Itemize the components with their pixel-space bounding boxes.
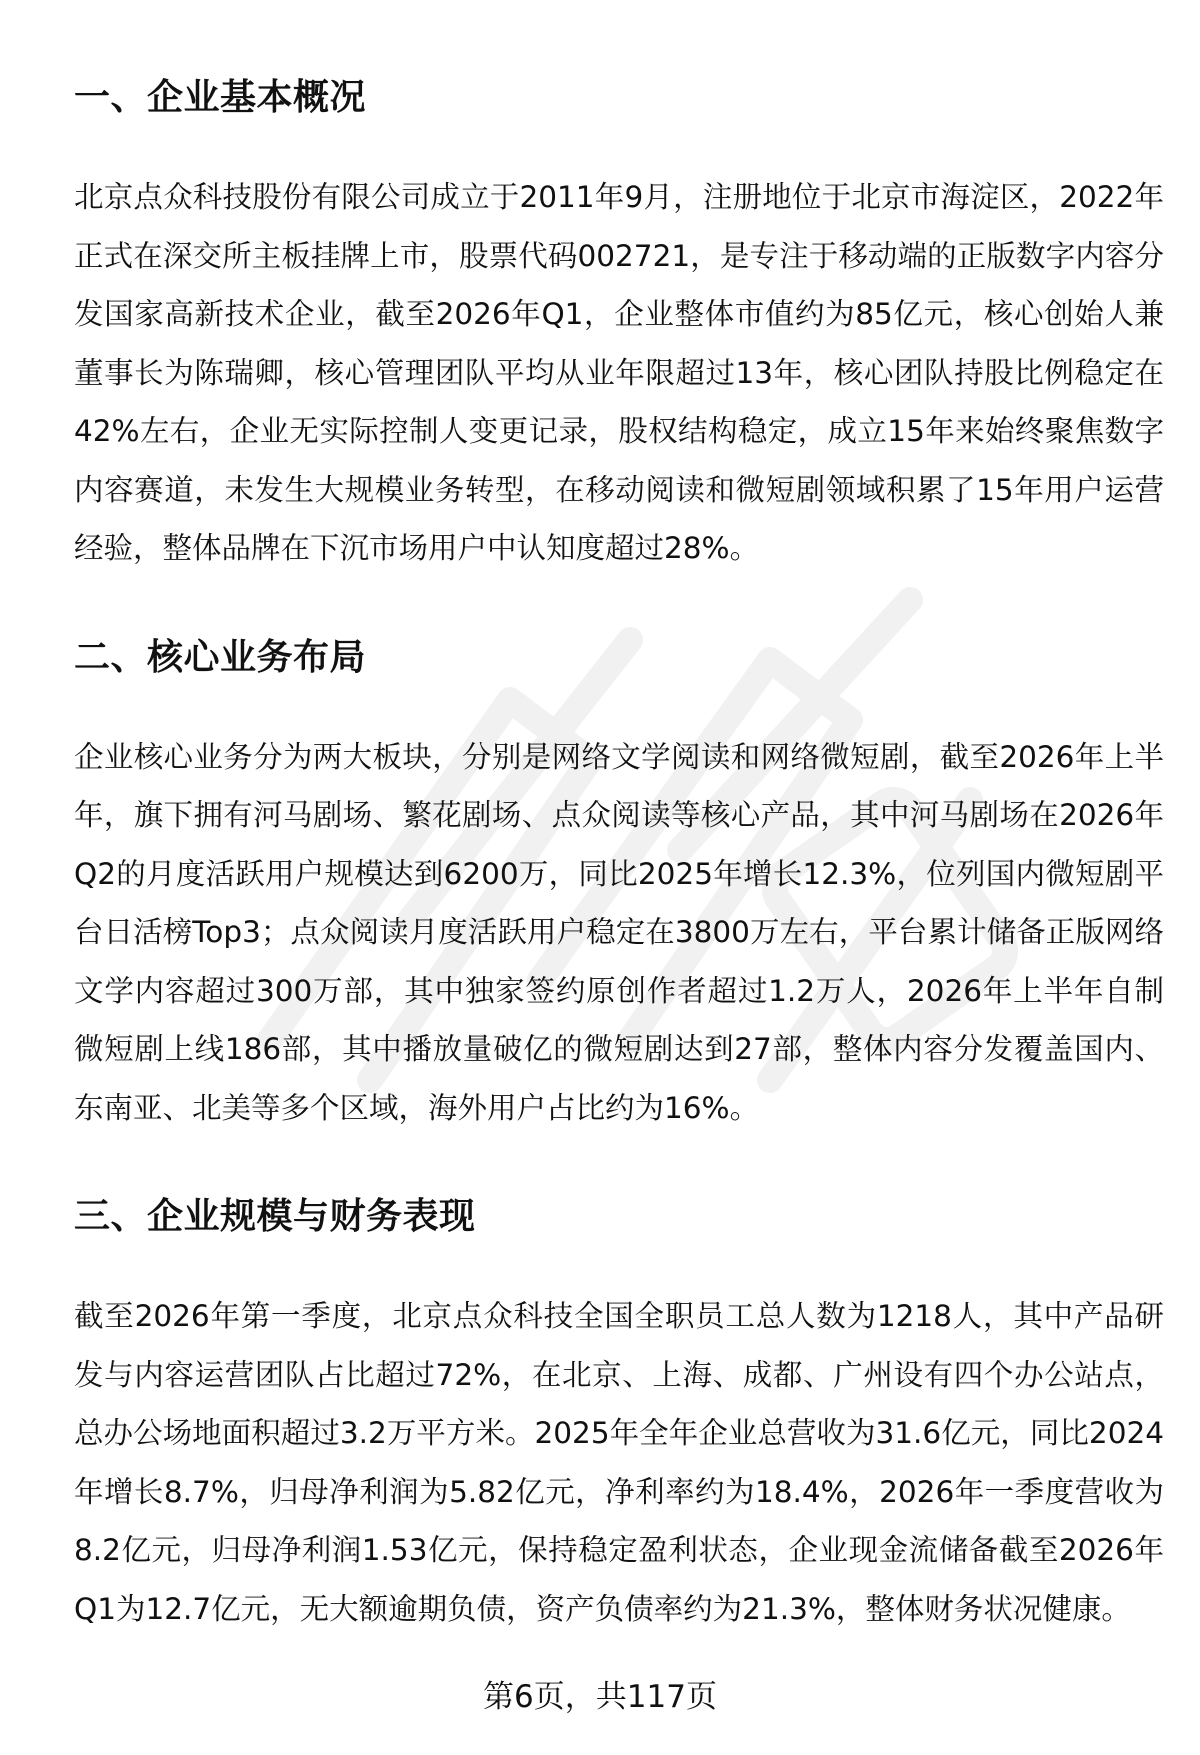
section-title: 一、企业基本概况 <box>74 77 367 118</box>
page-number: 第6页，共117页 <box>483 1679 717 1715</box>
section-paragraph: 企业核心业务分为两大板块，分别是网络文学阅读和网络微短剧，截至2026年上半年，旗下拥有河马剧场、繁花剧场、点众阅读等核心产品，其中河马剧场在2026年Q2的月度活跃用户规模达到6200万，同比2025年增长12.3%，位列国内微短剧平台日活榜Top3；点众阅读月度活跃用户稳定在3800万左右，平台累计储备正版网络文学内容超过300万部，其中独家签约原创作者超过1.2万人，2026年上半年自制微短剧上线186部，其中播放量破亿的微短剧达到27部，整体内容分发覆盖国内、东南亚、北美等多个区域，海外用户占比约为16%。 <box>74 739 1164 1125</box>
section-company-overview <box>74 62 1164 578</box>
section-title: 二、核心业务布局 <box>74 636 367 678</box>
section-paragraph: 截至2026年第一季度，北京点众科技全国全职员工总人数为1218人，其中产品研发与内容运营团队占比超过72%，在北京、上海、成都、广州设有四个办公站点，总办公场地面积超过3.2万平方米。2025年全年企业总营收为31.6亿元，同比2024年增长8.7%，归母净利润为5.82亿元，净利率约为18.4%，2026年一季度营收为8.2亿元，归母净利润1.53亿元，保持稳定盈利状态，企业现金流储备截至2026年Q1为12.7亿元，无大额逾期负债，资产负债率约为21.3%，整体财务状况健康。 <box>74 1299 1164 1626</box>
section-paragraph: 北京点众科技股份有限公司成立于2011年9月，注册地位于北京市海淀区，2022年正式在深交所主板挂牌上市，股票代码002721，是专注于移动端的正版数字内容分发国家高新技术企业，截至2026年Q1，企业整体市值约为85亿元，核心创始人兼董事长为陈瑞卿，核心管理团队平均从业年限超过13年，核心团队持股比例稳定在42%左右，企业无实际控制人变更记录，股权结构稳定，成立15年来始终聚焦数字内容赛道，未发生大规模业务转型，在移动阅读和微短剧领域积累了15年用户运营经验，整体品牌在下沉市场用户中认知度超过28%。 <box>74 180 1164 565</box>
section-title: 三、企业规模与财务表现 <box>74 1196 476 1237</box>
section-scale-and-finance <box>74 1181 1164 1638</box>
document-body <box>74 62 1164 1638</box>
section-core-business <box>74 622 1164 1138</box>
